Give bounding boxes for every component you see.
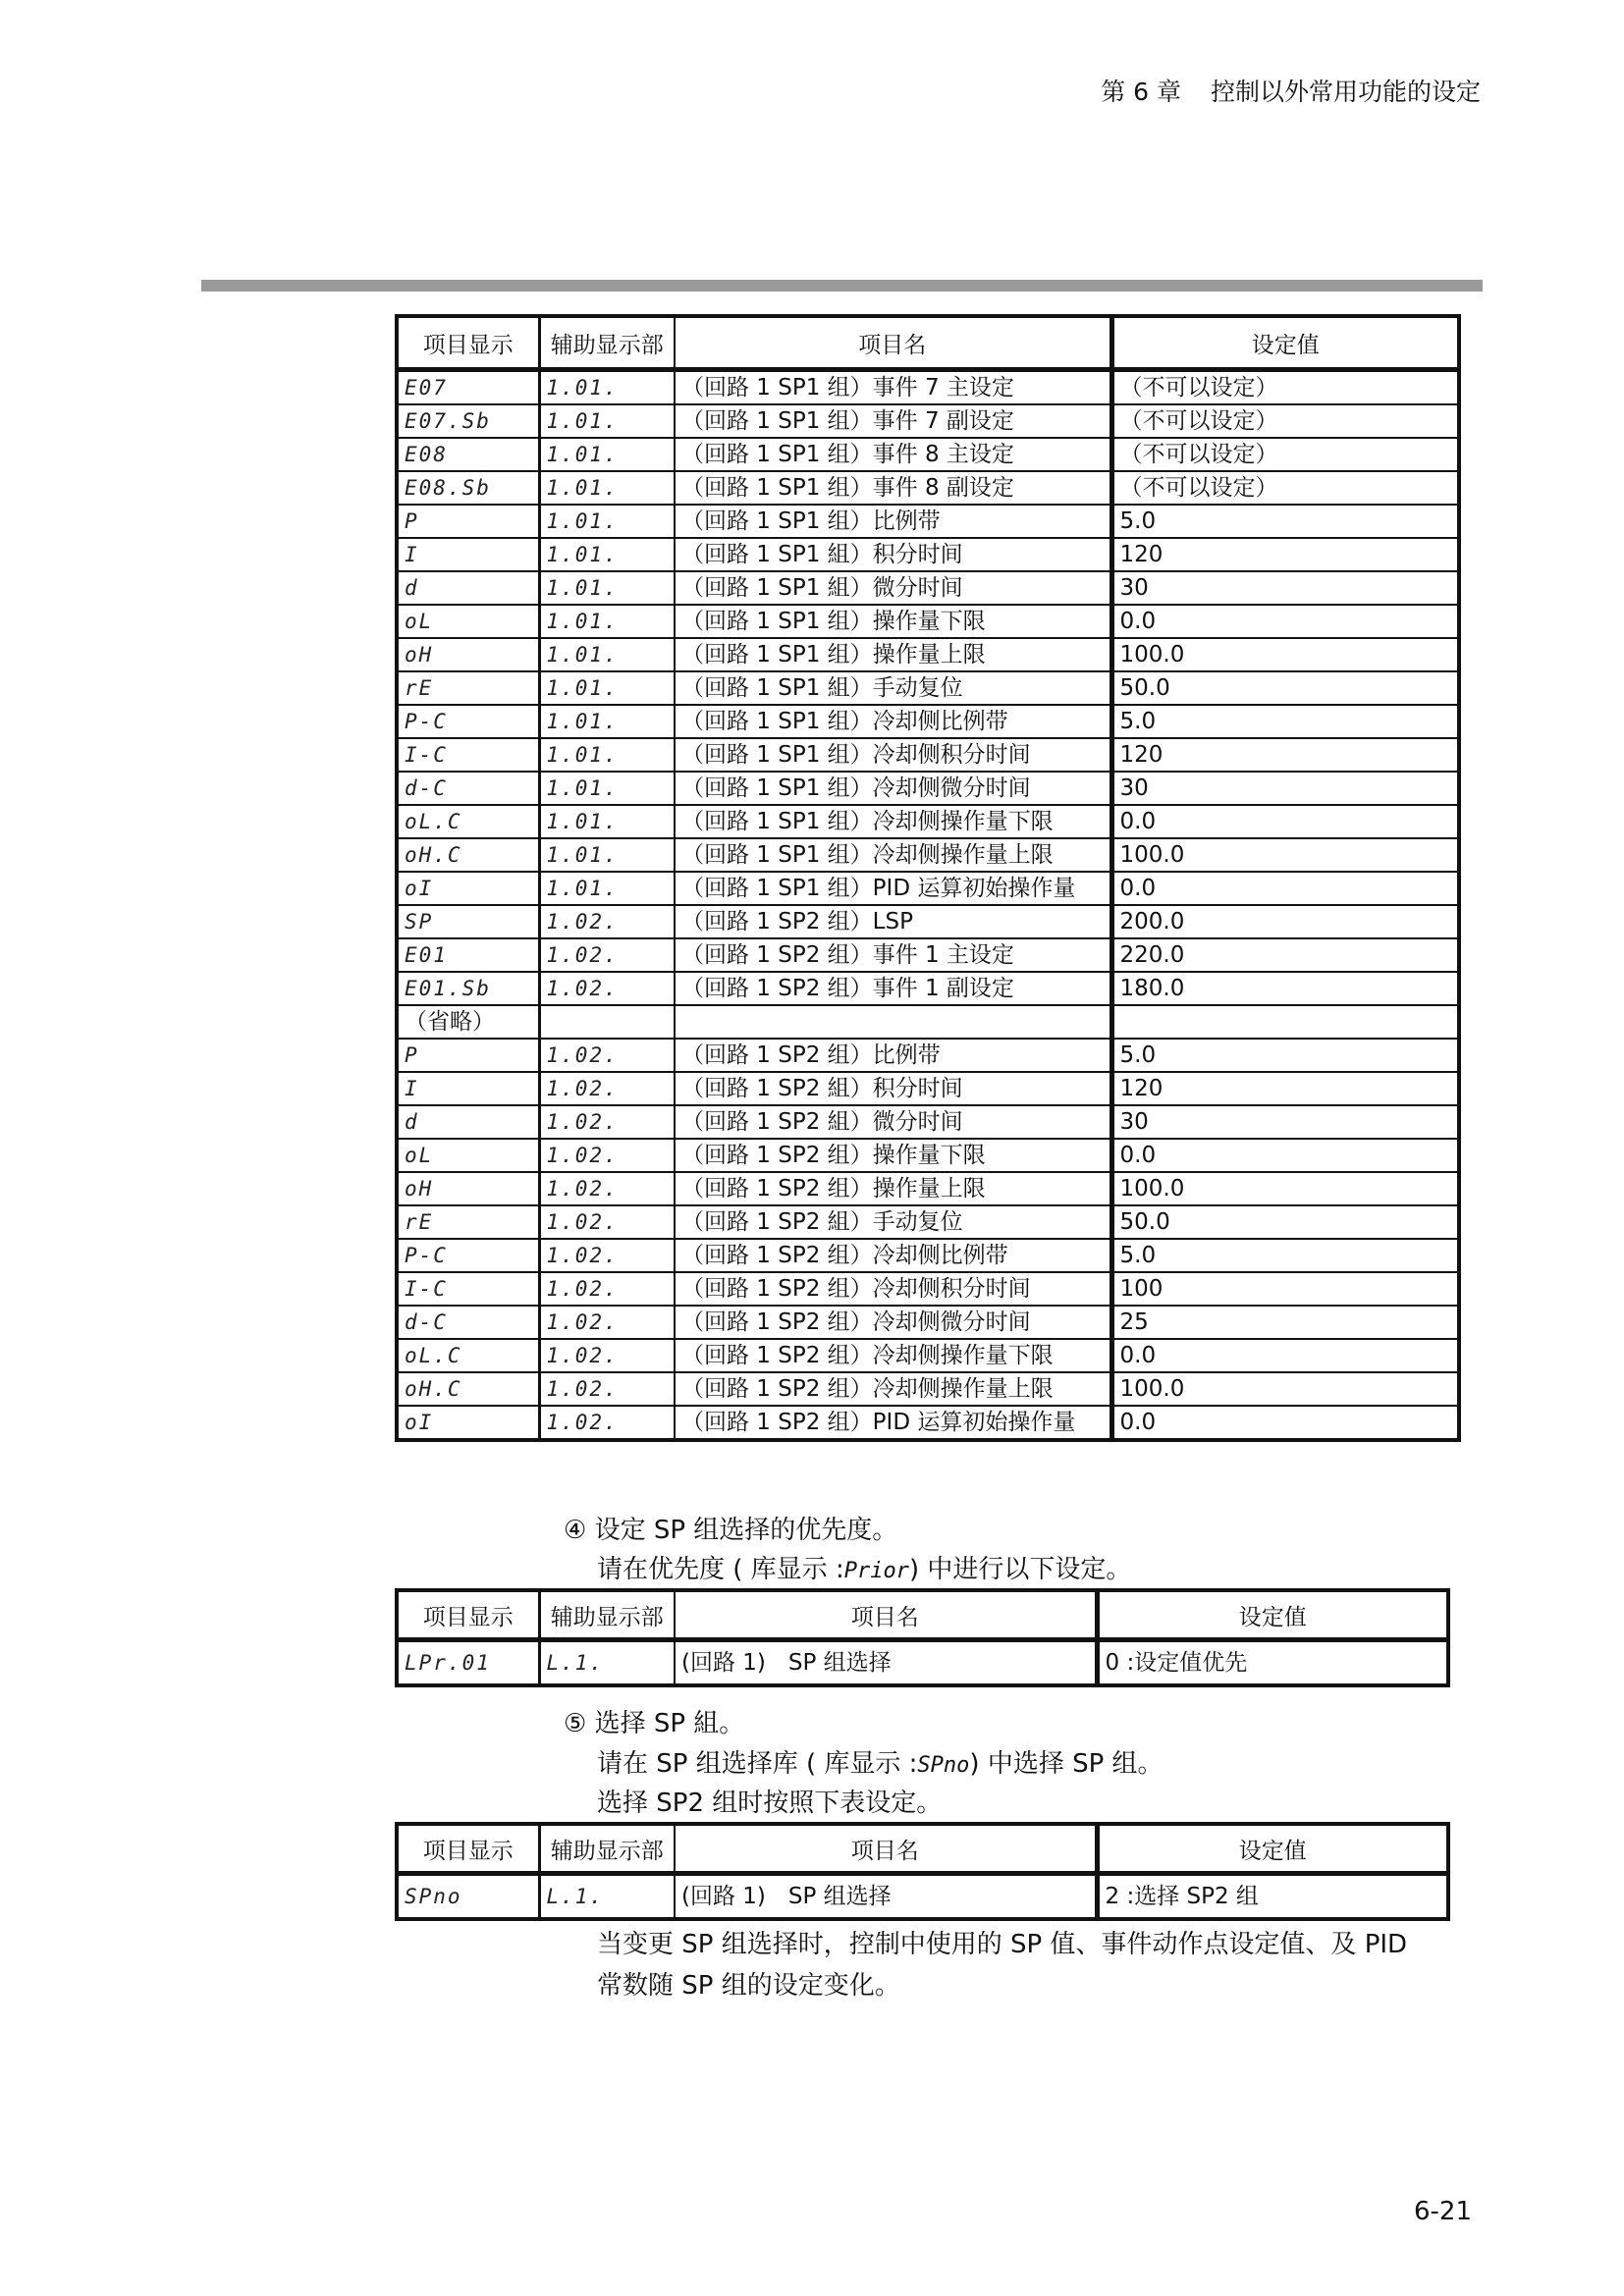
- cell-item-display: I-C: [397, 1272, 539, 1306]
- table-row: [397, 905, 1459, 938]
- cell-item-display: E07.Sb: [397, 404, 539, 438]
- cell-item-display: oI: [397, 1406, 539, 1440]
- cell-aux-display: 1.01.: [539, 505, 675, 538]
- table-row: [397, 972, 1459, 1005]
- table-header-row: [397, 1824, 1448, 1874]
- cell-aux-display: 1.02.: [539, 905, 675, 938]
- cell-aux-display: 1.01.: [539, 872, 675, 905]
- cell-setting-value: 5.0: [1111, 505, 1459, 538]
- cell-item-display: P: [397, 505, 539, 538]
- cell-setting-value: [1111, 1005, 1459, 1039]
- col-header-aux-display: 辅助显示部: [539, 1590, 675, 1640]
- cell-item-display: I: [397, 538, 539, 571]
- cell-setting-value: 25: [1111, 1306, 1459, 1339]
- cell-item-name: （回路 1 SP1 组）事件 8 主设定: [675, 438, 1111, 471]
- cell-setting-value: 100.0: [1111, 1172, 1459, 1205]
- table-row: [397, 1205, 1459, 1239]
- cell-aux-display: 1.01.: [539, 772, 675, 805]
- cell-setting-value: 50.0: [1111, 671, 1459, 705]
- table-row: [397, 1005, 1459, 1039]
- cell-item-display: oI: [397, 872, 539, 905]
- cell-aux-display: 1.02.: [539, 1072, 675, 1105]
- cell-item-name: （回路 1 SP1 组）事件 8 副设定: [675, 471, 1111, 505]
- cell-aux-display: 1.01.: [539, 538, 675, 571]
- cell-setting-value: 0.0: [1111, 872, 1459, 905]
- cell-aux-display: 1.02.: [539, 1306, 675, 1339]
- cell-aux-display: 1.01.: [539, 438, 675, 471]
- table-row: [397, 404, 1459, 438]
- cell-aux-display: 1.01.: [539, 671, 675, 705]
- cell-item-name: (回路 1) SP 组选择: [675, 1874, 1097, 1920]
- cell-item-display: P: [397, 1039, 539, 1072]
- cell-aux-display: 1.02.: [539, 1372, 675, 1406]
- cell-item-display: d: [397, 1105, 539, 1139]
- bank-display-spno: SPno: [917, 1753, 970, 1778]
- cell-item-name: （回路 1 SP1 组）比例带: [675, 505, 1111, 538]
- bank-display-prior: Prior: [843, 1559, 909, 1583]
- cell-aux-display: 1.02.: [539, 1339, 675, 1372]
- step4-text-before: 请在优先度 ( 库显示 :: [597, 1555, 844, 1584]
- cell-item-display: SPno: [397, 1874, 539, 1920]
- col-header-setting-value: 设定值: [1097, 1824, 1448, 1874]
- cell-aux-display: L.1.: [539, 1874, 675, 1920]
- cell-item-display: oH: [397, 1172, 539, 1205]
- cell-item-display: d: [397, 571, 539, 605]
- header-divider: [201, 280, 1483, 292]
- chapter-number: 第 6 章: [1101, 78, 1182, 106]
- cell-item-display: rE: [397, 671, 539, 705]
- cell-setting-value: 100.0: [1111, 1372, 1459, 1406]
- col-header-display: 项目显示: [397, 1590, 539, 1640]
- cell-setting-value: 100.0: [1111, 638, 1459, 671]
- table-row: [397, 571, 1459, 605]
- col-header-display: 项目显示: [397, 1824, 539, 1874]
- cell-item-name: （回路 1 SP2 组）PID 运算初始操作量: [675, 1406, 1111, 1440]
- cell-item-name: （回路 1 SP2 组）冷却侧积分时间: [675, 1272, 1111, 1306]
- cell-item-display: SP: [397, 905, 539, 938]
- cell-aux-display: 1.01.: [539, 370, 675, 405]
- table-row: [397, 1039, 1459, 1072]
- cell-aux-display: 1.01.: [539, 605, 675, 638]
- cell-item-name: （回路 1 SP2 组）冷却侧操作量上限: [675, 1372, 1111, 1406]
- cell-aux-display: 1.01.: [539, 705, 675, 738]
- cell-item-display: oL: [397, 1139, 539, 1172]
- cell-item-display: LPr.01: [397, 1640, 539, 1686]
- table-row: [397, 471, 1459, 505]
- note-line-2: 常数随 SP 组的设定变化。: [597, 1971, 900, 2001]
- cell-item-name: （回路 1 SP2 组）LSP: [675, 905, 1111, 938]
- table-row: [397, 505, 1459, 538]
- cell-aux-display: [539, 1005, 675, 1039]
- page-number: 6-21: [1414, 2197, 1473, 2226]
- cell-aux-display: 1.01.: [539, 638, 675, 671]
- cell-setting-value: 0.0: [1111, 1139, 1459, 1172]
- cell-item-display: E08: [397, 438, 539, 471]
- cell-item-name: [675, 1005, 1111, 1039]
- table-header-row: [397, 1590, 1448, 1640]
- cell-item-name: （回路 1 SP2 組）微分时间: [675, 1105, 1111, 1139]
- cell-setting-value: 5.0: [1111, 1039, 1459, 1072]
- table-row: [397, 738, 1459, 772]
- table-row: [397, 1406, 1459, 1440]
- cell-item-name: （回路 1 SP1 組）微分时间: [675, 571, 1111, 605]
- cell-item-name: （回路 1 SP1 組）积分时间: [675, 538, 1111, 571]
- table-header-row: [397, 316, 1459, 370]
- cell-setting-value: 220.0: [1111, 938, 1459, 972]
- note-line-1: 当变更 SP 组选择时，控制中使用的 SP 值、事件动作点设定值、及 PID: [597, 1930, 1408, 1959]
- cell-setting-value: 180.0: [1111, 972, 1459, 1005]
- cell-aux-display: 1.01.: [539, 571, 675, 605]
- cell-setting-value: （不可以设定）: [1111, 404, 1459, 438]
- cell-item-display: oL.C: [397, 805, 539, 838]
- cell-setting-value: 120: [1111, 738, 1459, 772]
- chapter-title: 控制以外常用功能的设定: [1210, 78, 1481, 106]
- table-row: [397, 1239, 1459, 1272]
- cell-item-name: （回路 1 SP1 组）PID 运算初始操作量: [675, 872, 1111, 905]
- parameter-table-sp-groups: [395, 314, 1461, 1442]
- cell-aux-display: 1.01.: [539, 738, 675, 772]
- step5-note: 选择 SP2 组时按照下表设定。: [597, 1789, 943, 1818]
- cell-aux-display: 1.02.: [539, 1172, 675, 1205]
- cell-setting-value: 120: [1111, 538, 1459, 571]
- cell-item-display: I: [397, 1072, 539, 1105]
- table-row: [397, 938, 1459, 972]
- cell-item-name: （回路 1 SP1 组）操作量下限: [675, 605, 1111, 638]
- cell-setting-value: 30: [1111, 1105, 1459, 1139]
- table-row: [397, 1072, 1459, 1105]
- cell-setting-value: （不可以设定）: [1111, 438, 1459, 471]
- cell-item-display: E08.Sb: [397, 471, 539, 505]
- table-row: [397, 1105, 1459, 1139]
- cell-setting-value: 2 :选择 SP2 组: [1097, 1874, 1448, 1920]
- cell-setting-value: 0.0: [1111, 1406, 1459, 1440]
- step5-instruction: [597, 1743, 1164, 1780]
- step5-text-before: 请在 SP 组选择库 ( 库显示 :: [597, 1749, 918, 1779]
- table-row: [397, 538, 1459, 571]
- cell-setting-value: 100.0: [1111, 838, 1459, 872]
- step4-text-after: ) 中进行以下设定。: [908, 1555, 1132, 1584]
- cell-item-display: oH.C: [397, 1372, 539, 1406]
- cell-item-name: （回路 1 SP1 组）冷却侧操作量上限: [675, 838, 1111, 872]
- cell-item-name: （回路 1 SP1 组）冷却侧积分时间: [675, 738, 1111, 772]
- cell-item-display: P-C: [397, 1239, 539, 1272]
- cell-setting-value: 50.0: [1111, 1205, 1459, 1239]
- cell-item-name: （回路 1 SP2 组）操作量下限: [675, 1139, 1111, 1172]
- table-row: [397, 605, 1459, 638]
- table-row: [397, 1306, 1459, 1339]
- cell-aux-display: 1.02.: [539, 1039, 675, 1072]
- cell-item-name: （回路 1 SP2 组）冷却侧微分时间: [675, 1306, 1111, 1339]
- cell-item-name: （回路 1 SP1 组）冷却侧操作量下限: [675, 805, 1111, 838]
- cell-setting-value: 5.0: [1111, 1239, 1459, 1272]
- cell-aux-display: 1.02.: [539, 1406, 675, 1440]
- cell-aux-display: 1.02.: [539, 1239, 675, 1272]
- cell-aux-display: 1.02.: [539, 972, 675, 1005]
- cell-item-display: E01: [397, 938, 539, 972]
- table-row: [397, 838, 1459, 872]
- cell-item-display: P-C: [397, 705, 539, 738]
- cell-item-name: （回路 1 SP1 组）事件 7 副设定: [675, 404, 1111, 438]
- cell-item-display: oH.C: [397, 838, 539, 872]
- cell-setting-value: 120: [1111, 1072, 1459, 1105]
- table-row: [397, 671, 1459, 705]
- cell-item-name: （回路 1 SP1 组）操作量上限: [675, 638, 1111, 671]
- cell-setting-value: 100: [1111, 1272, 1459, 1306]
- col-header-setting-value: 设定值: [1111, 316, 1459, 370]
- table-row: [397, 1272, 1459, 1306]
- cell-item-name: （回路 1 SP2 组）事件 1 主设定: [675, 938, 1111, 972]
- col-header-aux-display: 辅助显示部: [539, 316, 675, 370]
- table-row: [397, 772, 1459, 805]
- cell-aux-display: 1.02.: [539, 1105, 675, 1139]
- cell-item-display: oL: [397, 605, 539, 638]
- table-row: [397, 370, 1459, 405]
- step5-text-after: ) 中选择 SP 组。: [969, 1749, 1164, 1779]
- cell-item-display: （省略）: [397, 1005, 539, 1039]
- cell-item-display: I-C: [397, 738, 539, 772]
- cell-aux-display: L.1.: [539, 1640, 675, 1686]
- cell-item-name: （回路 1 SP1 组）冷却侧微分时间: [675, 772, 1111, 805]
- table-row: [397, 1339, 1459, 1372]
- table-row: [397, 638, 1459, 671]
- cell-setting-value: 0.0: [1111, 1339, 1459, 1372]
- step5-title: ⑤ 选择 SP 組。: [564, 1709, 745, 1738]
- cell-aux-display: 1.01.: [539, 471, 675, 505]
- table-row: [397, 1640, 1448, 1686]
- cell-setting-value: 200.0: [1111, 905, 1459, 938]
- cell-aux-display: 1.02.: [539, 1139, 675, 1172]
- cell-item-display: d-C: [397, 1306, 539, 1339]
- cell-item-name: （回路 1 SP2 組）手动复位: [675, 1205, 1111, 1239]
- cell-item-name: （回路 1 SP2 组）冷却侧操作量下限: [675, 1339, 1111, 1372]
- cell-item-display: oH: [397, 638, 539, 671]
- cell-item-name: （回路 1 SP2 组）冷却侧比例带: [675, 1239, 1111, 1272]
- step4-instruction: [597, 1549, 1131, 1585]
- table-row: [397, 805, 1459, 838]
- cell-setting-value: 0.0: [1111, 805, 1459, 838]
- cell-item-display: E07: [397, 370, 539, 405]
- table-row: [397, 872, 1459, 905]
- cell-aux-display: 1.02.: [539, 1205, 675, 1239]
- cell-setting-value: 0 :设定值优先: [1097, 1640, 1448, 1686]
- table-row: [397, 438, 1459, 471]
- cell-item-name: （回路 1 SP2 组）比例带: [675, 1039, 1111, 1072]
- cell-item-name: （回路 1 SP2 組）积分时间: [675, 1072, 1111, 1105]
- sp-group-select-table: [395, 1822, 1450, 1921]
- col-header-display: 项目显示: [397, 316, 539, 370]
- cell-item-name: （回路 1 SP1 組）手动复位: [675, 671, 1111, 705]
- table-row: [397, 1372, 1459, 1406]
- cell-setting-value: 5.0: [1111, 705, 1459, 738]
- table-row: [397, 1139, 1459, 1172]
- cell-item-display: rE: [397, 1205, 539, 1239]
- table-row: [397, 705, 1459, 738]
- cell-item-name: （回路 1 SP1 组）事件 7 主设定: [675, 370, 1111, 405]
- cell-aux-display: 1.02.: [539, 1272, 675, 1306]
- cell-aux-display: 1.01.: [539, 404, 675, 438]
- table-row: [397, 1874, 1448, 1920]
- cell-aux-display: 1.02.: [539, 938, 675, 972]
- cell-item-display: d-C: [397, 772, 539, 805]
- col-header-item-name: 项目名: [675, 1590, 1097, 1640]
- step4-title: ④ 设定 SP 组选择的优先度。: [564, 1516, 898, 1545]
- cell-item-display: oL.C: [397, 1339, 539, 1372]
- cell-setting-value: 30: [1111, 571, 1459, 605]
- col-header-item-name: 项目名: [675, 1824, 1097, 1874]
- cell-setting-value: （不可以设定）: [1111, 471, 1459, 505]
- table-row: [397, 1172, 1459, 1205]
- chapter-header: [1101, 73, 1481, 108]
- cell-setting-value: 30: [1111, 772, 1459, 805]
- cell-item-name: （回路 1 SP2 组）操作量上限: [675, 1172, 1111, 1205]
- cell-aux-display: 1.01.: [539, 805, 675, 838]
- cell-setting-value: 0.0: [1111, 605, 1459, 638]
- cell-item-display: E01.Sb: [397, 972, 539, 1005]
- col-header-setting-value: 设定值: [1097, 1590, 1448, 1640]
- cell-setting-value: （不可以设定）: [1111, 370, 1459, 405]
- cell-aux-display: 1.01.: [539, 838, 675, 872]
- cell-item-name: (回路 1) SP 组选择: [675, 1640, 1097, 1686]
- col-header-aux-display: 辅助显示部: [539, 1824, 675, 1874]
- priority-setting-table: [395, 1588, 1450, 1687]
- col-header-item-name: 项目名: [675, 316, 1111, 370]
- cell-item-name: （回路 1 SP1 组）冷却侧比例带: [675, 705, 1111, 738]
- cell-item-name: （回路 1 SP2 组）事件 1 副设定: [675, 972, 1111, 1005]
